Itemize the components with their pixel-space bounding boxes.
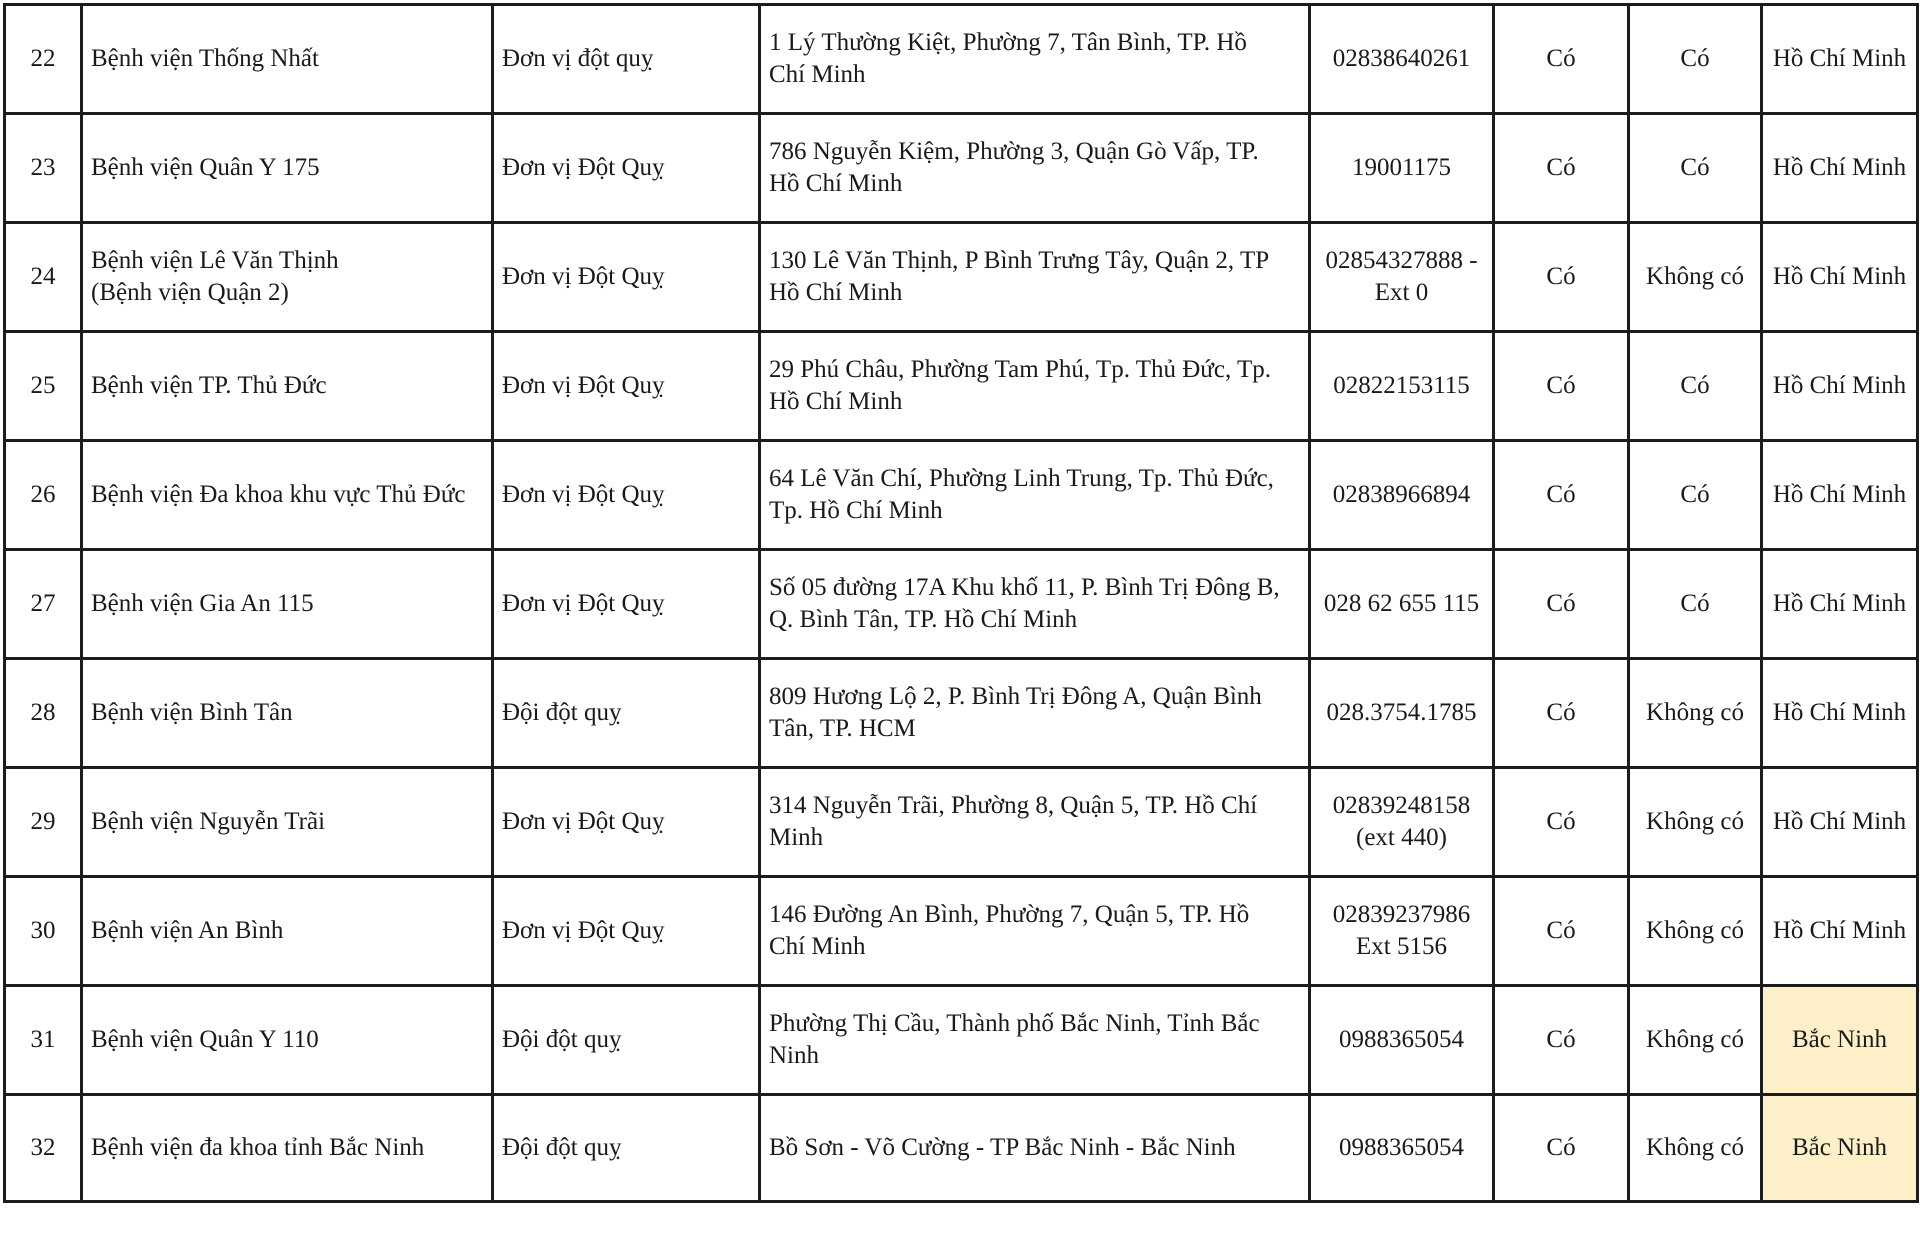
cell-address-text: Tp. Hồ Chí Minh [769, 497, 943, 524]
table-row [5, 986, 1918, 1095]
cell-phone[interactable] [1310, 768, 1494, 877]
cell-province[interactable] [1762, 5, 1918, 114]
cell-stt-text: 26 [30, 481, 56, 508]
cell-province[interactable] [1762, 1095, 1918, 1202]
cell-col-a[interactable] [1494, 877, 1629, 986]
cell-address[interactable] [760, 441, 1310, 550]
cell-col-a-text: Có [1546, 917, 1576, 944]
table-body [5, 5, 1918, 1202]
cell-stt[interactable] [5, 223, 82, 332]
cell-col-b-text: Không có [1646, 263, 1744, 290]
table-row [5, 441, 1918, 550]
cell-unit-type[interactable] [493, 768, 760, 877]
cell-col-b-text: Không có [1646, 917, 1744, 944]
cell-unit-type[interactable] [493, 5, 760, 114]
cell-hospital-name-text: Bệnh viện Gia An 115 [91, 590, 314, 617]
cell-col-a-text: Có [1546, 699, 1576, 726]
cell-hospital-name-text: Bệnh viện Lê Văn Thịnh [91, 247, 339, 274]
cell-stt-text: 22 [30, 45, 56, 72]
cell-phone[interactable] [1310, 114, 1494, 223]
cell-address-text: Chí Minh [769, 61, 866, 88]
cell-col-a-text: Có [1546, 590, 1576, 617]
cell-province-text: Hồ Chí Minh [1772, 45, 1907, 72]
cell-phone-text: Ext 5156 [1356, 933, 1447, 960]
cell-hospital-name[interactable] [82, 877, 493, 986]
cell-address-text: 146 Đường An Bình, Phường 7, Quận 5, TP. Hồ [769, 901, 1250, 928]
cell-col-b[interactable] [1629, 114, 1762, 223]
cell-col-a[interactable] [1494, 114, 1629, 223]
cell-col-a[interactable] [1494, 1095, 1629, 1202]
cell-unit-type-text: Đơn vị Đột Quỵ [502, 154, 665, 181]
cell-stt-text: 30 [30, 917, 56, 944]
cell-col-b[interactable] [1629, 877, 1762, 986]
cell-stt-text: 25 [30, 372, 56, 399]
cell-address[interactable] [760, 877, 1310, 986]
cell-address[interactable] [760, 768, 1310, 877]
cell-col-a[interactable] [1494, 768, 1629, 877]
cell-unit-type-text: Đơn vị Đột Quỵ [502, 263, 665, 290]
cell-address-text: Minh [769, 824, 824, 851]
cell-col-b-text: Không có [1646, 1026, 1744, 1053]
cell-stt-text: 32 [30, 1134, 56, 1161]
cell-address-text: 809 Hương Lộ 2, P. Bình Trị Đông A, Quận Bình [769, 683, 1262, 710]
cell-unit-type[interactable] [493, 114, 760, 223]
cell-stt[interactable] [5, 5, 82, 114]
cell-unit-type[interactable] [493, 441, 760, 550]
cell-hospital-name-text: (Bệnh viện Quận 2) [91, 279, 289, 306]
cell-address-text: 314 Nguyễn Trãi, Phường 8, Quận 5, TP. Hồ Chí [769, 792, 1258, 819]
cell-unit-type-text: Đơn vị Đột Quỵ [502, 808, 665, 835]
cell-province-text: Hồ Chí Minh [1772, 263, 1907, 290]
cell-unit-type[interactable] [493, 659, 760, 768]
cell-unit-type-text: Đội đột quỵ [502, 1026, 622, 1053]
cell-stt[interactable] [5, 659, 82, 768]
cell-col-a-text: Có [1546, 808, 1576, 835]
cell-col-b[interactable] [1629, 659, 1762, 768]
cell-hospital-name[interactable] [82, 986, 493, 1095]
cell-phone-text: 02854327888 - [1325, 247, 1478, 274]
table-row [5, 768, 1918, 877]
cell-hospital-name[interactable] [82, 768, 493, 877]
cell-col-a-text: Có [1546, 154, 1576, 181]
cell-phone[interactable] [1310, 1095, 1494, 1202]
cell-phone-text: (ext 440) [1356, 824, 1447, 851]
cell-province-text: Hồ Chí Minh [1772, 154, 1907, 181]
cell-col-a[interactable] [1494, 441, 1629, 550]
cell-address-text: 29 Phú Châu, Phường Tam Phú, Tp. Thủ Đức, Tp. [769, 356, 1272, 383]
cell-unit-type[interactable] [493, 1095, 760, 1202]
table-row [5, 550, 1918, 659]
cell-unit-type-text: Đơn vị Đột Quỵ [502, 917, 665, 944]
cell-hospital-name[interactable] [82, 223, 493, 332]
cell-col-a-text: Có [1546, 372, 1576, 399]
cell-phone[interactable] [1310, 441, 1494, 550]
table-row [5, 114, 1918, 223]
cell-phone[interactable] [1310, 659, 1494, 768]
cell-address[interactable] [760, 223, 1310, 332]
table-row [5, 5, 1918, 114]
cell-address[interactable] [760, 1095, 1310, 1202]
cell-col-b[interactable] [1629, 5, 1762, 114]
cell-province-text: Hồ Chí Minh [1772, 372, 1907, 399]
cell-phone-text: 19001175 [1351, 154, 1452, 181]
cell-phone-text: 0988365054 [1339, 1026, 1464, 1053]
cell-col-b[interactable] [1629, 550, 1762, 659]
cell-phone-text: 02838640261 [1332, 45, 1471, 72]
cell-address-text: 1 Lý Thường Kiệt, Phường 7, Tân Bình, TP. Hồ [769, 29, 1247, 56]
cell-address-text: Q. Bình Tân, TP. Hồ Chí Minh [769, 606, 1078, 633]
cell-col-a-text: Có [1546, 1134, 1576, 1161]
cell-unit-type[interactable] [493, 877, 760, 986]
cell-stt[interactable] [5, 441, 82, 550]
cell-unit-type[interactable] [493, 223, 760, 332]
cell-stt-text: 28 [30, 699, 56, 726]
cell-col-a-text: Có [1546, 263, 1576, 290]
cell-province[interactable] [1762, 223, 1918, 332]
cell-province[interactable] [1762, 114, 1918, 223]
table-row [5, 659, 1918, 768]
cell-col-a-text: Có [1546, 1026, 1576, 1053]
cell-stt-text: 31 [30, 1026, 56, 1053]
cell-address-text: 786 Nguyễn Kiệm, Phường 3, Quận Gò Vấp, TP. [769, 138, 1259, 165]
cell-unit-type-text: Đơn vị Đột Quỵ [502, 481, 665, 508]
cell-stt-text: 23 [30, 154, 56, 181]
cell-phone[interactable] [1310, 877, 1494, 986]
cell-stt[interactable] [5, 768, 82, 877]
cell-unit-type-text: Đội đột quỵ [502, 1134, 622, 1161]
cell-unit-type[interactable] [493, 550, 760, 659]
cell-hospital-name-text: Bệnh viện đa khoa tỉnh Bắc Ninh [91, 1134, 425, 1161]
cell-col-b-text: Có [1680, 372, 1710, 399]
cell-stt[interactable] [5, 114, 82, 223]
cell-col-b[interactable] [1629, 1095, 1762, 1202]
cell-stt-text: 27 [30, 590, 56, 617]
cell-hospital-name-text: Bệnh viện An Bình [91, 917, 284, 944]
cell-address[interactable] [760, 550, 1310, 659]
cell-stt-text: 24 [30, 263, 56, 290]
cell-unit-type[interactable] [493, 332, 760, 441]
cell-col-a[interactable] [1494, 223, 1629, 332]
cell-province[interactable] [1762, 768, 1918, 877]
cell-address-text: Ninh [769, 1042, 819, 1069]
cell-phone[interactable] [1310, 986, 1494, 1095]
cell-address-text: Số 05 đường 17A Khu khố 11, P. Bình Trị Đông B, [769, 574, 1280, 601]
cell-unit-type-text: Đội đột quỵ [502, 699, 622, 726]
cell-col-a[interactable] [1494, 659, 1629, 768]
cell-address[interactable] [760, 659, 1310, 768]
hospital-table [3, 3, 1919, 1203]
cell-province-text: Hồ Chí Minh [1772, 481, 1907, 508]
cell-hospital-name-text: Bệnh viện TP. Thủ Đức [91, 372, 327, 399]
cell-phone[interactable] [1310, 5, 1494, 114]
cell-phone-text: 028 62 655 115 [1323, 590, 1480, 617]
cell-stt[interactable] [5, 550, 82, 659]
cell-hospital-name-text: Bệnh viện Bình Tân [91, 699, 293, 726]
cell-col-b[interactable] [1629, 768, 1762, 877]
cell-unit-type[interactable] [493, 986, 760, 1095]
cell-phone-text: 02839248158 [1332, 792, 1471, 819]
cell-phone-text: 02839237986 [1332, 901, 1471, 928]
cell-phone-text: 02822153115 [1333, 372, 1470, 399]
cell-col-a[interactable] [1494, 986, 1629, 1095]
table-row [5, 877, 1918, 986]
cell-stt[interactable] [5, 877, 82, 986]
cell-phone-text: 0988365054 [1339, 1134, 1464, 1161]
cell-province[interactable] [1762, 332, 1918, 441]
cell-col-b[interactable] [1629, 332, 1762, 441]
cell-address-text: Hồ Chí Minh [769, 279, 903, 306]
cell-hospital-name-text: Bệnh viện Thống Nhất [91, 45, 319, 72]
table-row [5, 223, 1918, 332]
cell-hospital-name[interactable] [82, 659, 493, 768]
cell-phone-text: 02838966894 [1332, 481, 1471, 508]
cell-col-b-text: Không có [1646, 808, 1744, 835]
cell-stt-text: 29 [30, 808, 56, 835]
cell-address[interactable] [760, 5, 1310, 114]
cell-hospital-name[interactable] [82, 5, 493, 114]
cell-unit-type-text: Đơn vị Đột Quỵ [502, 590, 665, 617]
cell-hospital-name[interactable] [82, 441, 493, 550]
cell-phone-text: Ext 0 [1374, 279, 1429, 306]
cell-province[interactable] [1762, 986, 1918, 1095]
cell-hospital-name-text: Bệnh viện Nguyễn Trãi [91, 808, 326, 835]
cell-phone-text: 028.3754.1785 [1326, 699, 1477, 726]
cell-stt[interactable] [5, 332, 82, 441]
cell-address-text: Bồ Sơn - Võ Cường - TP Bắc Ninh - Bắc Ninh [769, 1134, 1236, 1161]
table-row [5, 332, 1918, 441]
cell-province-text: Hồ Chí Minh [1772, 699, 1907, 726]
cell-hospital-name[interactable] [82, 1095, 493, 1202]
cell-hospital-name[interactable] [82, 114, 493, 223]
cell-address-text: 64 Lê Văn Chí, Phường Linh Trung, Tp. Thủ Đức, [769, 465, 1274, 492]
cell-unit-type-text: Đơn vị đột quỵ [502, 45, 654, 72]
cell-col-a[interactable] [1494, 550, 1629, 659]
cell-province[interactable] [1762, 659, 1918, 768]
cell-address-text: Chí Minh [769, 933, 866, 960]
cell-col-b[interactable] [1629, 223, 1762, 332]
cell-province-text: Bắc Ninh [1791, 1026, 1888, 1053]
cell-col-a-text: Có [1546, 45, 1576, 72]
cell-address[interactable] [760, 986, 1310, 1095]
cell-address-text: Phường Thị Cầu, Thành phố Bắc Ninh, Tỉnh Bắc [769, 1010, 1260, 1037]
cell-phone[interactable] [1310, 550, 1494, 659]
cell-hospital-name[interactable] [82, 550, 493, 659]
cell-address-text: Hồ Chí Minh [769, 170, 903, 197]
cell-address-text: 130 Lê Văn Thịnh, P Bình Trưng Tây, Quận 2, TP [769, 247, 1270, 274]
cell-col-b-text: Có [1680, 45, 1710, 72]
cell-hospital-name-text: Bệnh viện Quân Y 175 [91, 154, 320, 181]
cell-col-a-text: Có [1546, 481, 1576, 508]
cell-col-b-text: Không có [1646, 1134, 1744, 1161]
cell-province-text: Hồ Chí Minh [1772, 808, 1907, 835]
cell-stt[interactable] [5, 1095, 82, 1202]
cell-col-a[interactable] [1494, 332, 1629, 441]
cell-col-a[interactable] [1494, 5, 1629, 114]
cell-col-b[interactable] [1629, 986, 1762, 1095]
cell-province[interactable] [1762, 877, 1918, 986]
cell-hospital-name[interactable] [82, 332, 493, 441]
table-row [5, 1095, 1918, 1202]
cell-hospital-name-text: Bệnh viện Quân Y 110 [91, 1026, 319, 1053]
cell-address[interactable] [760, 114, 1310, 223]
cell-province[interactable] [1762, 550, 1918, 659]
cell-col-b-text: Có [1680, 590, 1710, 617]
cell-province-text: Hồ Chí Minh [1772, 590, 1907, 617]
cell-address-text: Hồ Chí Minh [769, 388, 903, 415]
cell-address[interactable] [760, 332, 1310, 441]
cell-province-text: Hồ Chí Minh [1772, 917, 1907, 944]
cell-phone[interactable] [1310, 332, 1494, 441]
cell-hospital-name-text: Bệnh viện Đa khoa khu vực Thủ Đức [91, 481, 466, 508]
cell-col-b-text: Không có [1646, 699, 1744, 726]
cell-address-text: Tân, TP. HCM [769, 715, 916, 742]
cell-unit-type-text: Đơn vị Đột Quỵ [502, 372, 665, 399]
cell-col-b-text: Có [1680, 481, 1710, 508]
cell-stt[interactable] [5, 986, 82, 1095]
cell-phone[interactable] [1310, 223, 1494, 332]
cell-col-b[interactable] [1629, 441, 1762, 550]
cell-col-b-text: Có [1680, 154, 1710, 181]
cell-province-text: Bắc Ninh [1791, 1134, 1888, 1161]
cell-province[interactable] [1762, 441, 1918, 550]
